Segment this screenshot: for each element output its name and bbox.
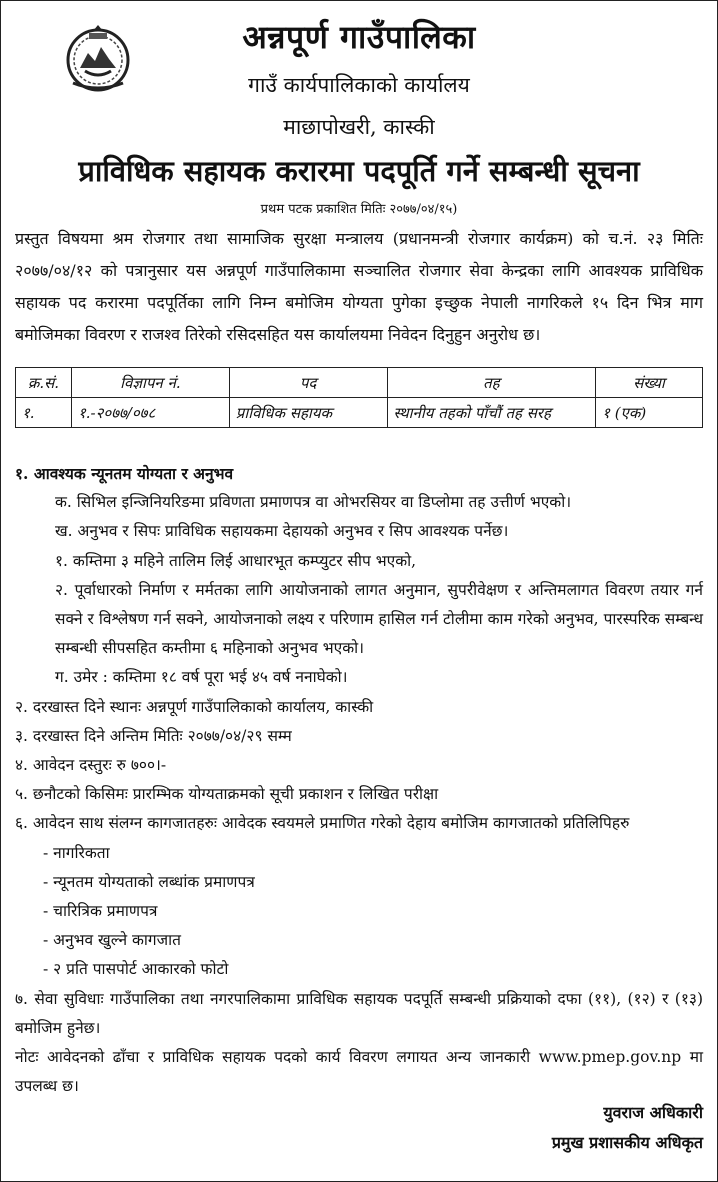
requirements-section [15,459,703,1101]
note-text: नोटः आवेदनको ढाँचा र प्राविधिक सहायक पदको कार्य विवरण लगायत अन्य जानकारी www.pmep.gov.np मा उपलब्ध छ। [15,1048,703,1096]
service-facility: ७. सेवा सुविधाः गाउँपालिका तथा नगरपालिकामा प्राविधिक सहायक पदपूर्ति सम्बन्धी प्रक्रियाको दफा (११), (१२) र (१३) बमोजिम हुनेछ। [15,989,703,1037]
table-cell: १. [16,398,72,428]
intro-paragraph: प्रस्तुत विषयमा श्रम रोजगार तथा सामाजिक सुरक्षा मन्त्रालय (प्रधानमन्त्री रोजगार कार्यक्रम) को च.नं. २३ मितिः २०७७/०४/१२ को पत्रानुसार यस अन्नपूर्ण गाउँपालिकामा सञ्चालित रोजगार सेवा केन्द्रका लागि आवश्यक प्राविधिक सहायक पद करारमा पदपूर्तिका लागि निम्न बमोजिम योग्यता पुगेका इच्छुक नेपाली नागरिकले १५ दिन भित्र माग बमोजिमका विवरण र राजश्व तिरेको रसिदसहित यस कार्यालयमा निवेदन दिनुहुन अनुरोध छ। [15,229,703,344]
requirement-kha-1: १. कम्तिमा ३ महिने तालिम लिई आधारभूत कम्प्युटर सीप भएको, [55,551,417,570]
table-header-cell: संख्या [596,368,703,398]
table-row [16,398,703,428]
selection-method: ५. छनौटको किसिमः प्रारम्भिक योग्यताक्रमको सूची प्रकाशन र लिखित परीक्षा [15,785,439,804]
table-header-cell: क्र.सं. [16,368,72,398]
table-cell: स्थानीय तहको पाँचौं तह सरह [387,398,596,428]
document-item: - न्यूनतम योग्यताको लब्धांक प्रमाणपत्र [43,872,255,891]
published-date: प्रथम पटक प्रकाशित मितिः २०७७/०४/१५) [260,202,458,217]
requirements-heading: १. आवश्यक न्यूनतम योग्यता र अनुभव [15,464,234,483]
notice-title: प्राविधिक सहायक करारमा पदपूर्ति गर्ने सम्बन्धी सूचना [78,154,640,188]
vacancy-table [15,367,703,428]
requirement-kha-2: २. पूर्वाधारको निर्माण र मर्मतका लागि आयोजनाको लागत अनुमान, सुपरीवेक्षण र अन्तिमलागत विवरण तयार गर्न सक्ने र विश्लेषण गर्न सक्ने, आयोजनाको लक्ष्य र परिणाम हासिल गर्न टोलीमा काम गरेको अनुभव, पारस्परिक सम्बन्ध सम्बन्धी सीपसहित कम्तीमा ६ महिनाको अनुभव भएको। [55,580,703,658]
document-item: - चारित्रिक प्रमाणपत्र [43,902,158,921]
application-fee: ४. आवेदन दस्तुरः रु ७००।- [15,756,167,775]
office-address: माछापोखरी, कास्की [283,115,435,139]
table-cell: १.-२०७७/०७८ [71,398,229,428]
office-name: गाउँ कार्यपालिकाको कार्यालय [248,73,470,97]
document-item: - २ प्रति पासपोर्ट आकारको फोटो [43,960,229,979]
table-header-cell: पद [229,368,387,398]
table-header-cell: तह [387,368,596,398]
municipality-title: अन्नपूर्ण गाउँपालिका [242,18,476,56]
table-header-cell: विज्ञापन नं. [71,368,229,398]
requirement-ga: ग. उमेर : कम्तिमा १८ वर्ष पूरा भई ४५ वर्ष ननाघेको। [55,668,348,687]
table-cell: प्राविधिक सहायक [229,398,387,428]
document-item: - नागरिकता [43,843,110,862]
application-place: २. दरखास्त दिने स्थानः अन्नपूर्ण गाउँपालिकाको कार्यालय, कास्की [15,697,374,716]
table-cell: १ (एक) [596,398,703,428]
signatory-title: प्रमुख प्रशासकीय अधिकृत [551,1133,703,1152]
requirement-ka: क. सिभिल इन्जिनियरिङमा प्रविणता प्रमाणपत्र वा ओभरसियर वा डिप्लोमा तह उत्तीर्ण भएको। [55,493,572,512]
table-header-row [16,368,703,398]
document-item: - अनुभव खुल्ने कागजात [43,931,182,950]
requirement-kha: ख. अनुभव र सिपः प्राविधिक सहायकमा देहायको अनुभव र सिप आवश्यक पर्नेछ। [55,522,509,541]
application-deadline: ३. दरखास्त दिने अन्तिम मितिः २०७७/०४/२९ सम्म [15,726,292,745]
signatory-name: युवराज अधिकारी [603,1103,703,1122]
documents-heading: ६. आवेदन साथ संलग्न कागजातहरुः आवेदक स्वयमले प्रमाणित गरेको देहाय बमोजिम कागजातको प्रतिलिपिहरु [15,814,630,833]
